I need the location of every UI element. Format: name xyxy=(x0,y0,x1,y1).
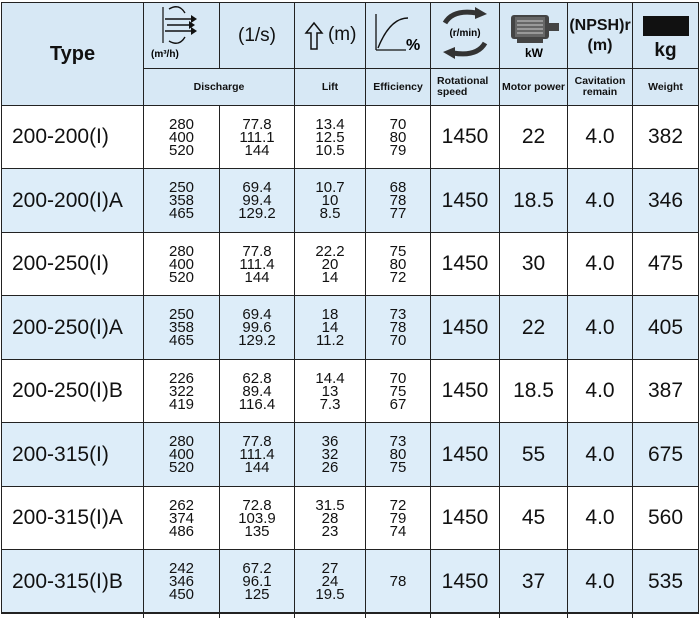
flow-m3h-cell-value: 226 xyxy=(168,369,195,387)
lift-cell-value: 10.5 xyxy=(315,141,345,159)
speed-cell: 1450 xyxy=(431,360,500,423)
speed-cell: 1450 xyxy=(431,106,500,169)
efficiency-cell-value: 72 xyxy=(389,496,407,514)
npsh-cell: 4.0 xyxy=(568,360,633,423)
flow-ls-cell-value: 103.9 xyxy=(238,509,276,527)
flow-ls-cell-value: 144 xyxy=(244,268,270,286)
speed-cell: 1450 xyxy=(431,169,500,233)
flow-m3h-cell xyxy=(144,360,220,423)
flow-ls-cell-value: 144 xyxy=(244,141,270,159)
npsh-cell: 4.0 xyxy=(568,487,633,550)
flow-m3h-cell-value: 400 xyxy=(168,128,195,146)
weight-cell: 535 xyxy=(633,550,699,614)
table-row xyxy=(2,423,699,487)
lift-cell xyxy=(295,550,366,614)
efficiency-cell-value: 80 xyxy=(389,255,407,273)
flow-m3h-cell-value: 242 xyxy=(168,560,195,577)
power-cell: 18.5 xyxy=(500,169,568,233)
flow-m3h-cell-value: 450 xyxy=(168,586,195,603)
efficiency-cell xyxy=(366,106,431,169)
efficiency-cell-value: 67 xyxy=(389,395,407,413)
flow-m3h-cell xyxy=(144,423,220,487)
lift-cell-value: 11.2 xyxy=(315,332,345,349)
lift-cell-value: 32 xyxy=(321,446,339,463)
efficiency-cell-value: 78 xyxy=(389,573,407,590)
lift-cell-value: 27 xyxy=(321,560,339,577)
efficiency-cell-value: 78 xyxy=(389,319,407,336)
flow-ls-cell-value: 99.6 xyxy=(242,319,272,336)
efficiency-cell-value: 75 xyxy=(389,459,407,476)
speed-cell: 1450 xyxy=(431,296,500,360)
efficiency-cell-value: 70 xyxy=(389,332,407,349)
lift-cell-value: 14.4 xyxy=(315,369,345,387)
speed-unit: (r/min) xyxy=(449,28,481,39)
lift-cell xyxy=(295,423,366,487)
lift-cell-value: 13 xyxy=(321,382,339,400)
flow-ls-cell-value: 144 xyxy=(244,459,270,476)
flow-m3h-cell-value: 419 xyxy=(168,395,195,413)
efficiency-cell xyxy=(366,550,431,614)
type-cell: 200-250(I)A xyxy=(2,296,144,360)
flow-m3h-cell xyxy=(144,233,220,296)
efficiency-cell xyxy=(366,233,431,296)
flow-ls-cell xyxy=(220,296,295,360)
lift-cell xyxy=(295,360,366,423)
discharge-caption: Discharge xyxy=(144,69,295,106)
flow-ls-cell-value: 99.4 xyxy=(242,192,272,209)
efficiency-cell-value: 75 xyxy=(389,242,407,260)
lift-cell-value: 24 xyxy=(321,573,339,590)
flow-m3h-cell-value: 465 xyxy=(168,332,195,349)
up-arrow-icon xyxy=(304,21,324,51)
flow-m3h-cell-value: 520 xyxy=(168,268,195,286)
type-header xyxy=(2,3,144,106)
flow-ls-cell-value: 96.1 xyxy=(242,573,272,590)
npsh-cell: 4.0 xyxy=(568,233,633,296)
lift-cell-value: 10 xyxy=(321,192,339,209)
type-cell: 200-200(I) xyxy=(2,106,144,169)
flow-ls-cell-value: 129.2 xyxy=(238,332,276,349)
efficiency-caption: Efficiency xyxy=(366,69,431,106)
flow-ls-cell xyxy=(220,360,295,423)
efficiency-cell xyxy=(366,360,431,423)
weight-cell: 675 xyxy=(633,423,699,487)
lift-cell-value: 7.3 xyxy=(319,395,341,413)
flow-ls-cell-value: 67.2 xyxy=(242,560,272,577)
flow-arrows-icon xyxy=(145,3,219,63)
flow-ls-cell-value: 77.8 xyxy=(242,242,272,260)
npsh-cell: 4.0 xyxy=(568,106,633,169)
efficiency-cell-value: 68 xyxy=(389,179,407,196)
table-row xyxy=(2,169,699,233)
flow-m3h-cell-value: 346 xyxy=(168,573,195,590)
speed-cell: 1450 xyxy=(431,487,500,550)
flow-m3h-cell-value: 400 xyxy=(168,446,195,463)
lift-cell-value: 36 xyxy=(321,433,339,450)
efficiency-cell-value: 73 xyxy=(389,306,407,323)
flow-m3h-cell xyxy=(144,106,220,169)
speed-caption: Rotational speed xyxy=(431,69,500,106)
npsh-unit: (m) xyxy=(587,36,613,54)
type-cell: 200-250(I) xyxy=(2,233,144,296)
flow-ls-cell-value: 129.2 xyxy=(238,205,276,222)
lift-cell-value: 14 xyxy=(321,268,339,286)
flow-ls-cell xyxy=(220,233,295,296)
efficiency-cell-value: 75 xyxy=(389,382,407,400)
flow-ls-cell xyxy=(220,169,295,233)
table-row xyxy=(2,233,699,296)
efficiency-cell-value: 79 xyxy=(389,141,407,159)
flow-ls-cell xyxy=(220,550,295,614)
flow-m3h-header xyxy=(144,3,220,69)
power-cell: 37 xyxy=(500,550,568,614)
efficiency-cell xyxy=(366,296,431,360)
flow-m3h-cell-value: 400 xyxy=(168,255,195,273)
lift-cell-value: 10.7 xyxy=(315,179,345,196)
flow-m3h-cell-value: 358 xyxy=(168,319,195,336)
lift-cell xyxy=(295,233,366,296)
flow-m3h-cell xyxy=(144,296,220,360)
power-cell: 45 xyxy=(500,487,568,550)
lift-cell-value: 19.5 xyxy=(315,586,345,603)
type-cell: 200-315(I)A xyxy=(2,487,144,550)
flow-m3h-cell-value: 262 xyxy=(168,496,195,514)
flow-ls-cell-value: 116.4 xyxy=(238,395,276,413)
lift-cell-value: 26 xyxy=(321,459,339,476)
efficiency-cell-value: 73 xyxy=(389,433,407,450)
flow-m3h-cell-value: 280 xyxy=(168,242,195,260)
flow-ls-cell-value: 111.1 xyxy=(239,128,275,146)
flow-m3h-cell xyxy=(144,487,220,550)
cavitation-caption: Cavitation remain xyxy=(568,69,633,106)
flow-ls-cell xyxy=(220,487,295,550)
lift-cell-value: 23 xyxy=(321,522,339,540)
efficiency-cell-value: 77 xyxy=(389,205,407,222)
weight-caption: Weight xyxy=(633,69,699,106)
weight-header xyxy=(633,3,699,69)
npsh-cell: 4.0 xyxy=(568,550,633,614)
speed-header xyxy=(431,3,500,69)
efficiency-cell-value: 78 xyxy=(389,192,407,209)
power-cell: 18.5 xyxy=(500,360,568,423)
flow-m3h-cell-value: 486 xyxy=(168,522,195,540)
flow-ls-header xyxy=(220,3,295,69)
lift-cell-value: 12.5 xyxy=(315,128,345,146)
flow-ls-cell-value: 72.8 xyxy=(242,496,272,514)
flow-ls-cell-value: 111.4 xyxy=(239,446,275,463)
lift-cell-value: 18 xyxy=(321,306,339,323)
efficiency-cell-value: 70 xyxy=(389,369,407,387)
weight-cell: 405 xyxy=(633,296,699,360)
weight-cell: 475 xyxy=(633,233,699,296)
table-row xyxy=(2,550,699,614)
speed-cell: 1450 xyxy=(431,233,500,296)
table-row xyxy=(2,296,699,360)
flow-ls-cell xyxy=(220,423,295,487)
power-cell: 55 xyxy=(500,423,568,487)
lift-cell-value: 14 xyxy=(321,319,339,336)
efficiency-cell xyxy=(366,169,431,233)
efficiency-cell xyxy=(366,423,431,487)
flow-ls-cell-value: 77.8 xyxy=(242,115,272,133)
npsh-label: (NPSH)r xyxy=(569,16,631,34)
flow-m3h-cell-value: 280 xyxy=(168,115,195,133)
rotation-icon xyxy=(433,5,497,61)
weight-cell: 560 xyxy=(633,487,699,550)
power-header xyxy=(500,3,568,69)
power-caption: Motor power xyxy=(500,69,568,106)
npsh-cell: 4.0 xyxy=(568,169,633,233)
table-row xyxy=(2,487,699,550)
type-cell: 200-315(I)B xyxy=(2,550,144,614)
flow-m3h-cell-value: 280 xyxy=(168,433,195,450)
lift-cell-value: 31.5 xyxy=(315,496,345,514)
efficiency-header xyxy=(366,3,431,69)
type-cell: 200-315(I) xyxy=(2,423,144,487)
flow-ls-cell-value: 125 xyxy=(244,586,270,603)
speed-cell: 1450 xyxy=(431,423,500,487)
type-cell: 200-250(I)B xyxy=(2,360,144,423)
weight-block-icon xyxy=(641,14,691,38)
table-continuation xyxy=(1,612,698,618)
weight-cell: 382 xyxy=(633,106,699,169)
weight-unit: kg xyxy=(654,39,677,61)
lift-cell-value: 28 xyxy=(321,509,339,527)
flow-ls-cell-value: 69.4 xyxy=(242,306,272,323)
flow-m3h-cell xyxy=(144,550,220,614)
flow-m3h-cell-value: 465 xyxy=(168,205,195,222)
flow-ls-cell-value: 62.8 xyxy=(242,369,272,387)
npsh-cell: 4.0 xyxy=(568,296,633,360)
efficiency-cell-value: 74 xyxy=(389,522,407,540)
weight-cell: 346 xyxy=(633,169,699,233)
power-cell: 30 xyxy=(500,233,568,296)
type-header-label: Type xyxy=(49,42,96,65)
table-row xyxy=(2,106,699,169)
flow-ls-cell-value: 69.4 xyxy=(242,179,272,196)
efficiency-curve-icon xyxy=(368,10,428,56)
flow-m3h-cell-value: 520 xyxy=(168,141,195,159)
power-unit: kW xyxy=(524,46,543,60)
npsh-header xyxy=(568,3,633,69)
flow-ls-cell-value: 135 xyxy=(244,522,270,540)
lift-cell-value: 22.2 xyxy=(315,242,345,260)
lift-cell-value: 20 xyxy=(321,255,339,273)
flow-m3h-cell-value: 322 xyxy=(168,382,195,400)
efficiency-cell xyxy=(366,487,431,550)
npsh-cell: 4.0 xyxy=(568,423,633,487)
flow-ls-unit: (1/s) xyxy=(238,24,276,46)
flow-m3h-cell xyxy=(144,169,220,233)
efficiency-cell-value: 79 xyxy=(389,509,407,527)
lift-unit: (m) xyxy=(327,23,357,45)
efficiency-cell-value: 70 xyxy=(389,115,407,133)
table-row xyxy=(2,360,699,423)
lift-cell-value: 13.4 xyxy=(315,115,345,133)
flow-ls-cell-value: 89.4 xyxy=(242,382,272,400)
power-cell: 22 xyxy=(500,296,568,360)
pump-spec-table xyxy=(1,2,699,614)
flow-m3h-cell-value: 520 xyxy=(168,459,195,476)
efficiency-unit: % xyxy=(406,37,421,54)
flow-m3h-cell-value: 250 xyxy=(168,179,195,196)
lift-header xyxy=(295,3,366,69)
lift-caption: Lift xyxy=(295,69,366,106)
lift-cell xyxy=(295,296,366,360)
lift-cell-value: 8.5 xyxy=(319,205,341,222)
lift-cell xyxy=(295,487,366,550)
flow-ls-cell-value: 111.4 xyxy=(239,255,275,273)
lift-cell xyxy=(295,169,366,233)
flow-ls-cell-value: 77.8 xyxy=(242,433,272,450)
weight-cell: 387 xyxy=(633,360,699,423)
power-cell: 22 xyxy=(500,106,568,169)
motor-icon xyxy=(503,5,565,61)
flow-m3h-cell-value: 358 xyxy=(168,192,195,209)
flow-ls-cell xyxy=(220,106,295,169)
type-cell: 200-200(I)A xyxy=(2,169,144,233)
efficiency-cell-value: 72 xyxy=(389,268,407,286)
speed-cell: 1450 xyxy=(431,550,500,614)
flow-m3h-cell-value: 250 xyxy=(168,306,195,323)
efficiency-cell-value: 80 xyxy=(389,446,407,463)
flow-unit-text: (m³/h) xyxy=(150,49,179,60)
lift-cell xyxy=(295,106,366,169)
efficiency-cell-value: 80 xyxy=(389,128,407,146)
flow-m3h-cell-value: 374 xyxy=(168,509,195,527)
